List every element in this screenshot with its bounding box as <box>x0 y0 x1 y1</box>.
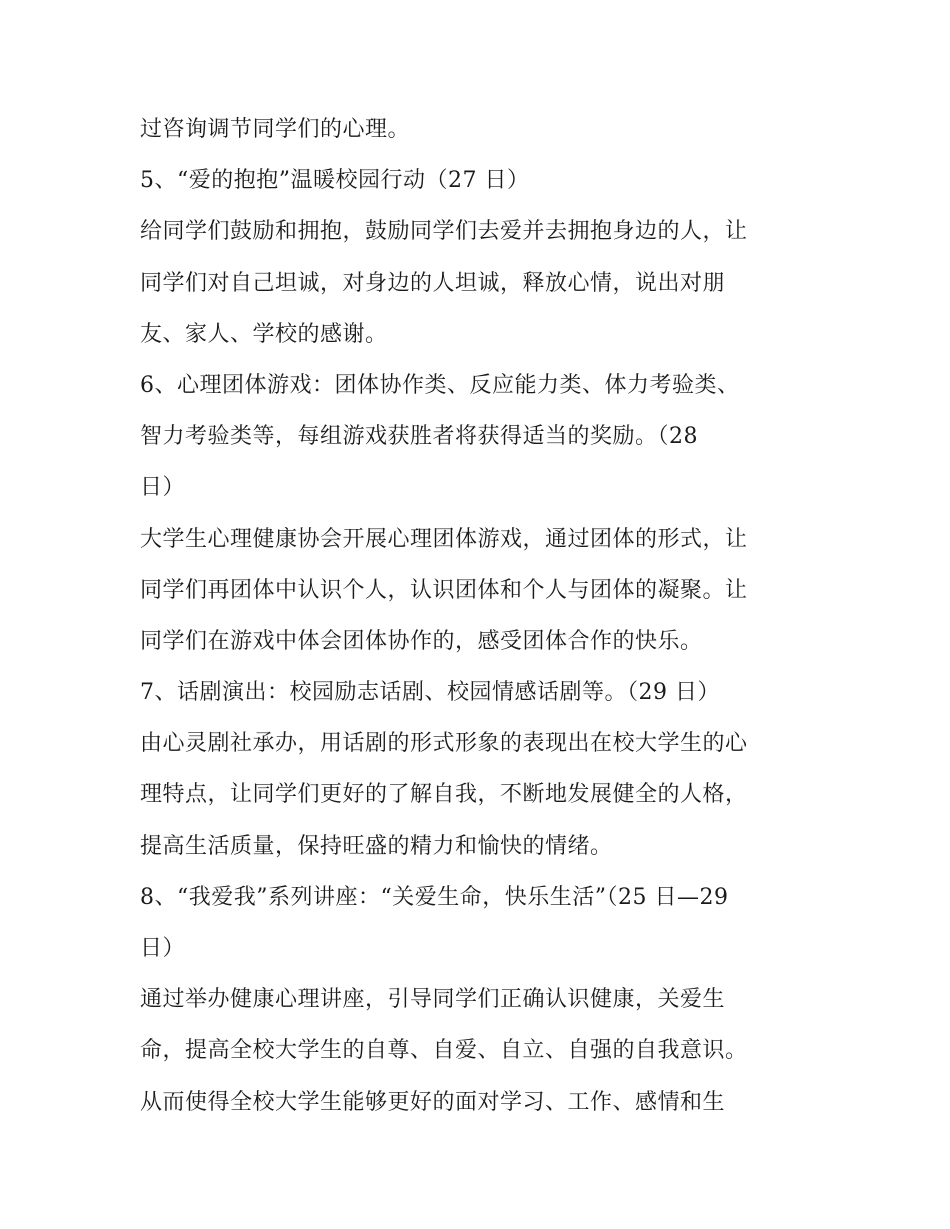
text-line: 命，提高全校大学生的自尊、自爱、自立、自强的自我意识。 <box>140 1038 748 1064</box>
text-line: 日） <box>140 475 186 501</box>
text-line: 智力考验类等，每组游戏获胜者将获得适当的奖励。（28 <box>140 424 698 450</box>
text-line: 友、家人、学校的感谢。 <box>140 321 388 347</box>
section-heading-5: 5、“爱的抱抱”温暖校园行动（27 日） <box>140 168 530 194</box>
text-line: 同学们对自己坦诚，对身边的人坦诚，释放心情，说出对朋 <box>140 270 726 296</box>
text-line: 给同学们鼓励和拥抱，鼓励同学们去爱并去拥抱身边的人，让 <box>140 219 748 245</box>
section-heading-8: 8、“我爱我”系列讲座：“关爱生命，快乐生活”（25 日—29 <box>140 884 729 910</box>
text-line: 由心灵剧社承办，用话剧的形式形象的表现出在校大学生的心 <box>140 731 748 757</box>
text-line: 日） <box>140 936 186 961</box>
text-line: 同学们再团体中认识个人，认识团体和个人与团体的凝聚。让 <box>140 577 748 603</box>
section-heading-6: 6、心理团体游戏：团体协作类、反应能力类、体力考验类、 <box>140 372 740 398</box>
text-line: 理特点，让同学们更好的了解自我，不断地发展健全的人格， <box>140 782 748 808</box>
document-body <box>140 104 820 1128</box>
section-heading-7: 7、话剧演出：校园励志话剧、校园情感话剧等。（29 日） <box>140 680 720 706</box>
text-line: 从而使得全校大学生能够更好的面对学习、工作、感情和生 <box>140 1089 726 1115</box>
text-line: 大学生心理健康协会开展心理团体游戏，通过团体的形式，让 <box>140 526 748 552</box>
text-line: 提高生活质量，保持旺盛的精力和愉快的情绪。 <box>140 833 613 859</box>
text-line: 同学们在游戏中体会团体协作的，感受团体合作的快乐。 <box>140 628 703 654</box>
text-line: 过咨询调节同学们的心理。 <box>140 117 411 142</box>
text-line: 通过举办健康心理讲座，引导同学们正确认识健康，关爱生 <box>140 987 726 1013</box>
